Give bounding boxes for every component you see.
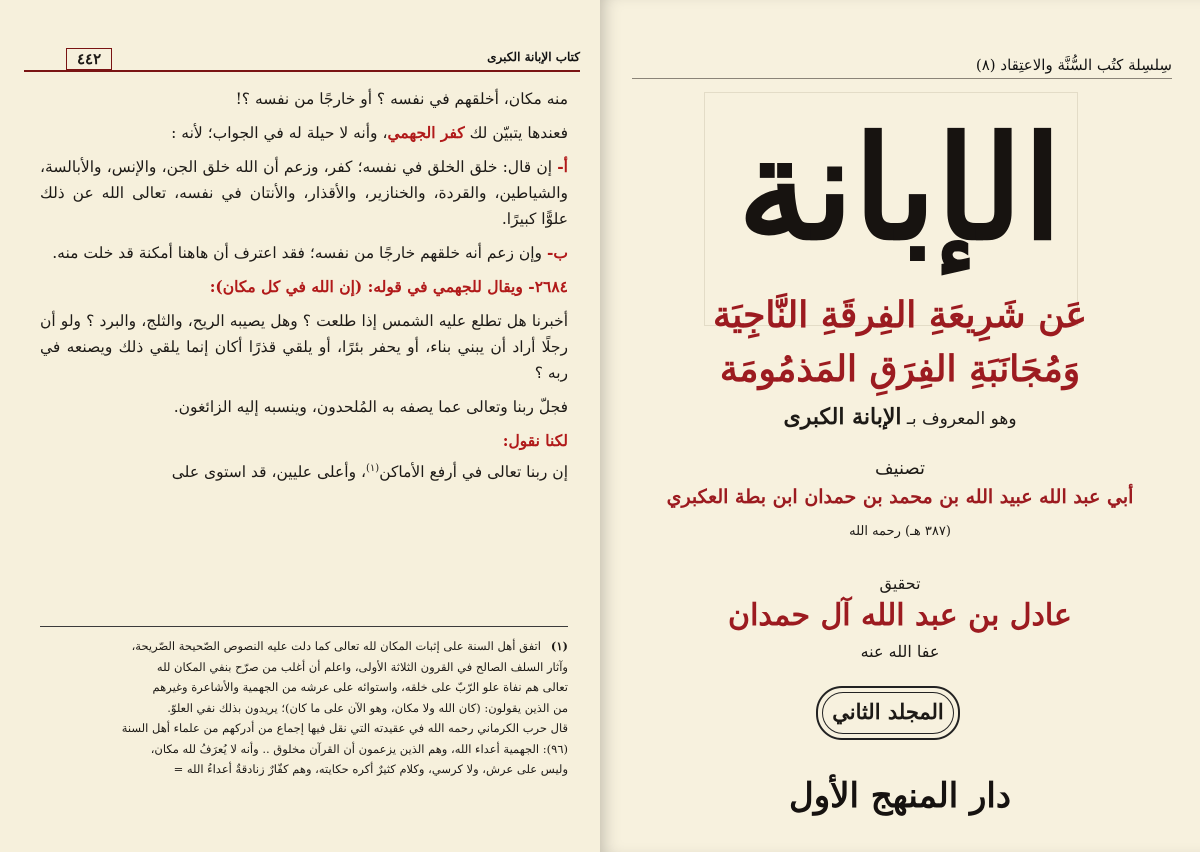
book-title: الإبانة	[737, 106, 1063, 272]
subheading	[40, 428, 568, 454]
footnote-marker[interactable]: (١)	[366, 463, 380, 474]
text-span: ، وأنه لا حيلة له في الجواب؛ لأنه :	[171, 124, 388, 142]
page-number: ٤٤٢	[66, 48, 112, 70]
known-as-prefix: وهو المعروف بـ	[901, 409, 1017, 429]
paragraph	[40, 456, 568, 485]
footnote-line	[40, 759, 568, 780]
section-title: ويقال للجهمي في قوله: (إن الله في كل مكان):	[209, 277, 523, 296]
authorship-label: تصنيف	[874, 458, 926, 479]
footnote-text: وآثار السلف الصالح في القرون الثلاثة الأولى، واعلم أن أغلب من صرّح بنفي المكان لله	[156, 659, 568, 674]
editor-name: عادل بن عبد الله آل حمدان	[728, 598, 1072, 633]
editor-blessing: عفا الله عنه	[860, 642, 940, 661]
running-head	[24, 50, 580, 72]
text-span: فجلّ ربنا وتعالى عما يصفه به المُلحدون، وينسبه إليه الزائغون.	[173, 398, 568, 416]
footnote-number: (١)	[550, 639, 568, 653]
right-page	[600, 0, 1200, 852]
publisher-logo: دار المنهج الأول	[789, 776, 1011, 816]
footnote-line	[40, 677, 568, 698]
text-span: ، وأعلى عليين، قد استوى على	[171, 463, 366, 482]
point-text: وإن زعم أنه خلقهم خارجًا من نفسه؛ فقد اعترف أن هاهنا أمكنة قد خلت منه.	[52, 244, 547, 262]
section-number: ٢٦٨٤-	[522, 277, 568, 296]
footnote-text: وليس على عرش، ولا كرسي، وكلام كثيرٌ أكره حكايته، وهم كفّارٌ زنادقةٌ أعداءُ الله =	[173, 762, 568, 776]
author-name: أبي عبد الله عبيد الله بن محمد بن حمدان ابن بطة العكبري	[666, 486, 1134, 508]
series-title: سِلسِلة كتُب السُّنَّة والاعتِقاد (٨)	[975, 56, 1172, 74]
text-line: منه مكان، أخلقهم في نفسه ؟ أو خارجًا من نفسه ؟!	[235, 90, 568, 108]
subtitle-line-2: وَمُجَانَبَةِ الفِرَقِ المَذمُومَة	[719, 348, 1081, 390]
footnote-line	[40, 657, 568, 678]
known-as-title: الإبانة الكبرى	[783, 404, 902, 430]
known-as	[660, 404, 1140, 430]
paragraph	[40, 86, 568, 112]
subtitle-line-1: عَن شَرِيعَةِ الفِرقَةِ النَّاجِيَة	[713, 294, 1087, 336]
point-b	[40, 240, 568, 266]
point-label: ب-	[546, 243, 568, 262]
text-span: فعندها يتبيّن لك	[464, 124, 568, 142]
running-title: كتاب الإبانة الكبرى	[487, 50, 580, 64]
footnote-line	[40, 636, 568, 657]
volume-label: المجلد الثاني	[832, 699, 944, 724]
footnote-text: قال حرب الكرماني رحمه الله في عقيدته التي نقل فيها إجماع من أدركهم من علماء أهل السنة	[121, 721, 568, 735]
subheading-text: لكنا نقول:	[502, 431, 568, 450]
body-text	[40, 86, 568, 493]
text-span: أخبرنا هل تطلع عليه الشمس إذا طلعت ؟ وهل يصيبه الريح، والثلج، والبرد ؟ ولو أن رجلًا أراد أن يبني بناء، أو يحفر بئرًا، أو يلقي قذرًا أكان إنما يلقي ذلك ويصنعه في ربه ؟	[40, 312, 568, 382]
footnote-divider	[40, 626, 568, 627]
point-text: إن قال: خلق الخلق في نفسه؛ كفر، وزعم أن الله خلق الجن، والإنس، والأبالسة، والشياطين، والقردة، والخنازير، والأقذار، والأنتان في نفسه، تعالى الله عن ذلك علوًّا كبيرًا.	[40, 158, 568, 228]
death-date: (٣٨٧ هـ) رحمه الله	[849, 524, 951, 539]
highlight-text: كفر الجهمي	[387, 123, 465, 142]
footnote-line	[40, 718, 568, 739]
paragraph	[40, 394, 568, 420]
text-span: إن ربنا تعالى في أرفع الأماكن	[379, 463, 568, 482]
point-label: أ-	[557, 157, 568, 176]
footnotes	[40, 636, 568, 780]
footnote-line	[40, 739, 568, 760]
paragraph	[40, 308, 568, 386]
footnote-text: من الذين يقولون: (كان الله ولا مكان، وهو الآن على ما كان)؛ يريدون بذلك نفي العلوّ.	[167, 700, 568, 715]
volume-badge	[816, 686, 960, 740]
paragraph	[40, 120, 568, 146]
section-heading	[40, 274, 568, 300]
editing-label: تحقيق	[879, 574, 921, 593]
series-divider	[632, 78, 1172, 79]
footnote-line	[40, 698, 568, 719]
footnote-text: تعالى هم نفاة علو الرّبّ على خلقه، واستوائه على عرشه من الجهمية والأشاعرة وغيرهم	[152, 680, 568, 694]
point-a	[40, 154, 568, 232]
footnote-text: (٩٦): الجهمية أعداء الله، وهم الذين يزعمون أن القرآن مخلوق .. وأنه لا يُعرَفُ لله مكان،	[150, 741, 568, 756]
footnote-text: اتفق أهل السنة على إثبات المكان لله تعالى كما دلت عليه النصوص الصّحيحة الصّريحة،	[131, 639, 541, 653]
